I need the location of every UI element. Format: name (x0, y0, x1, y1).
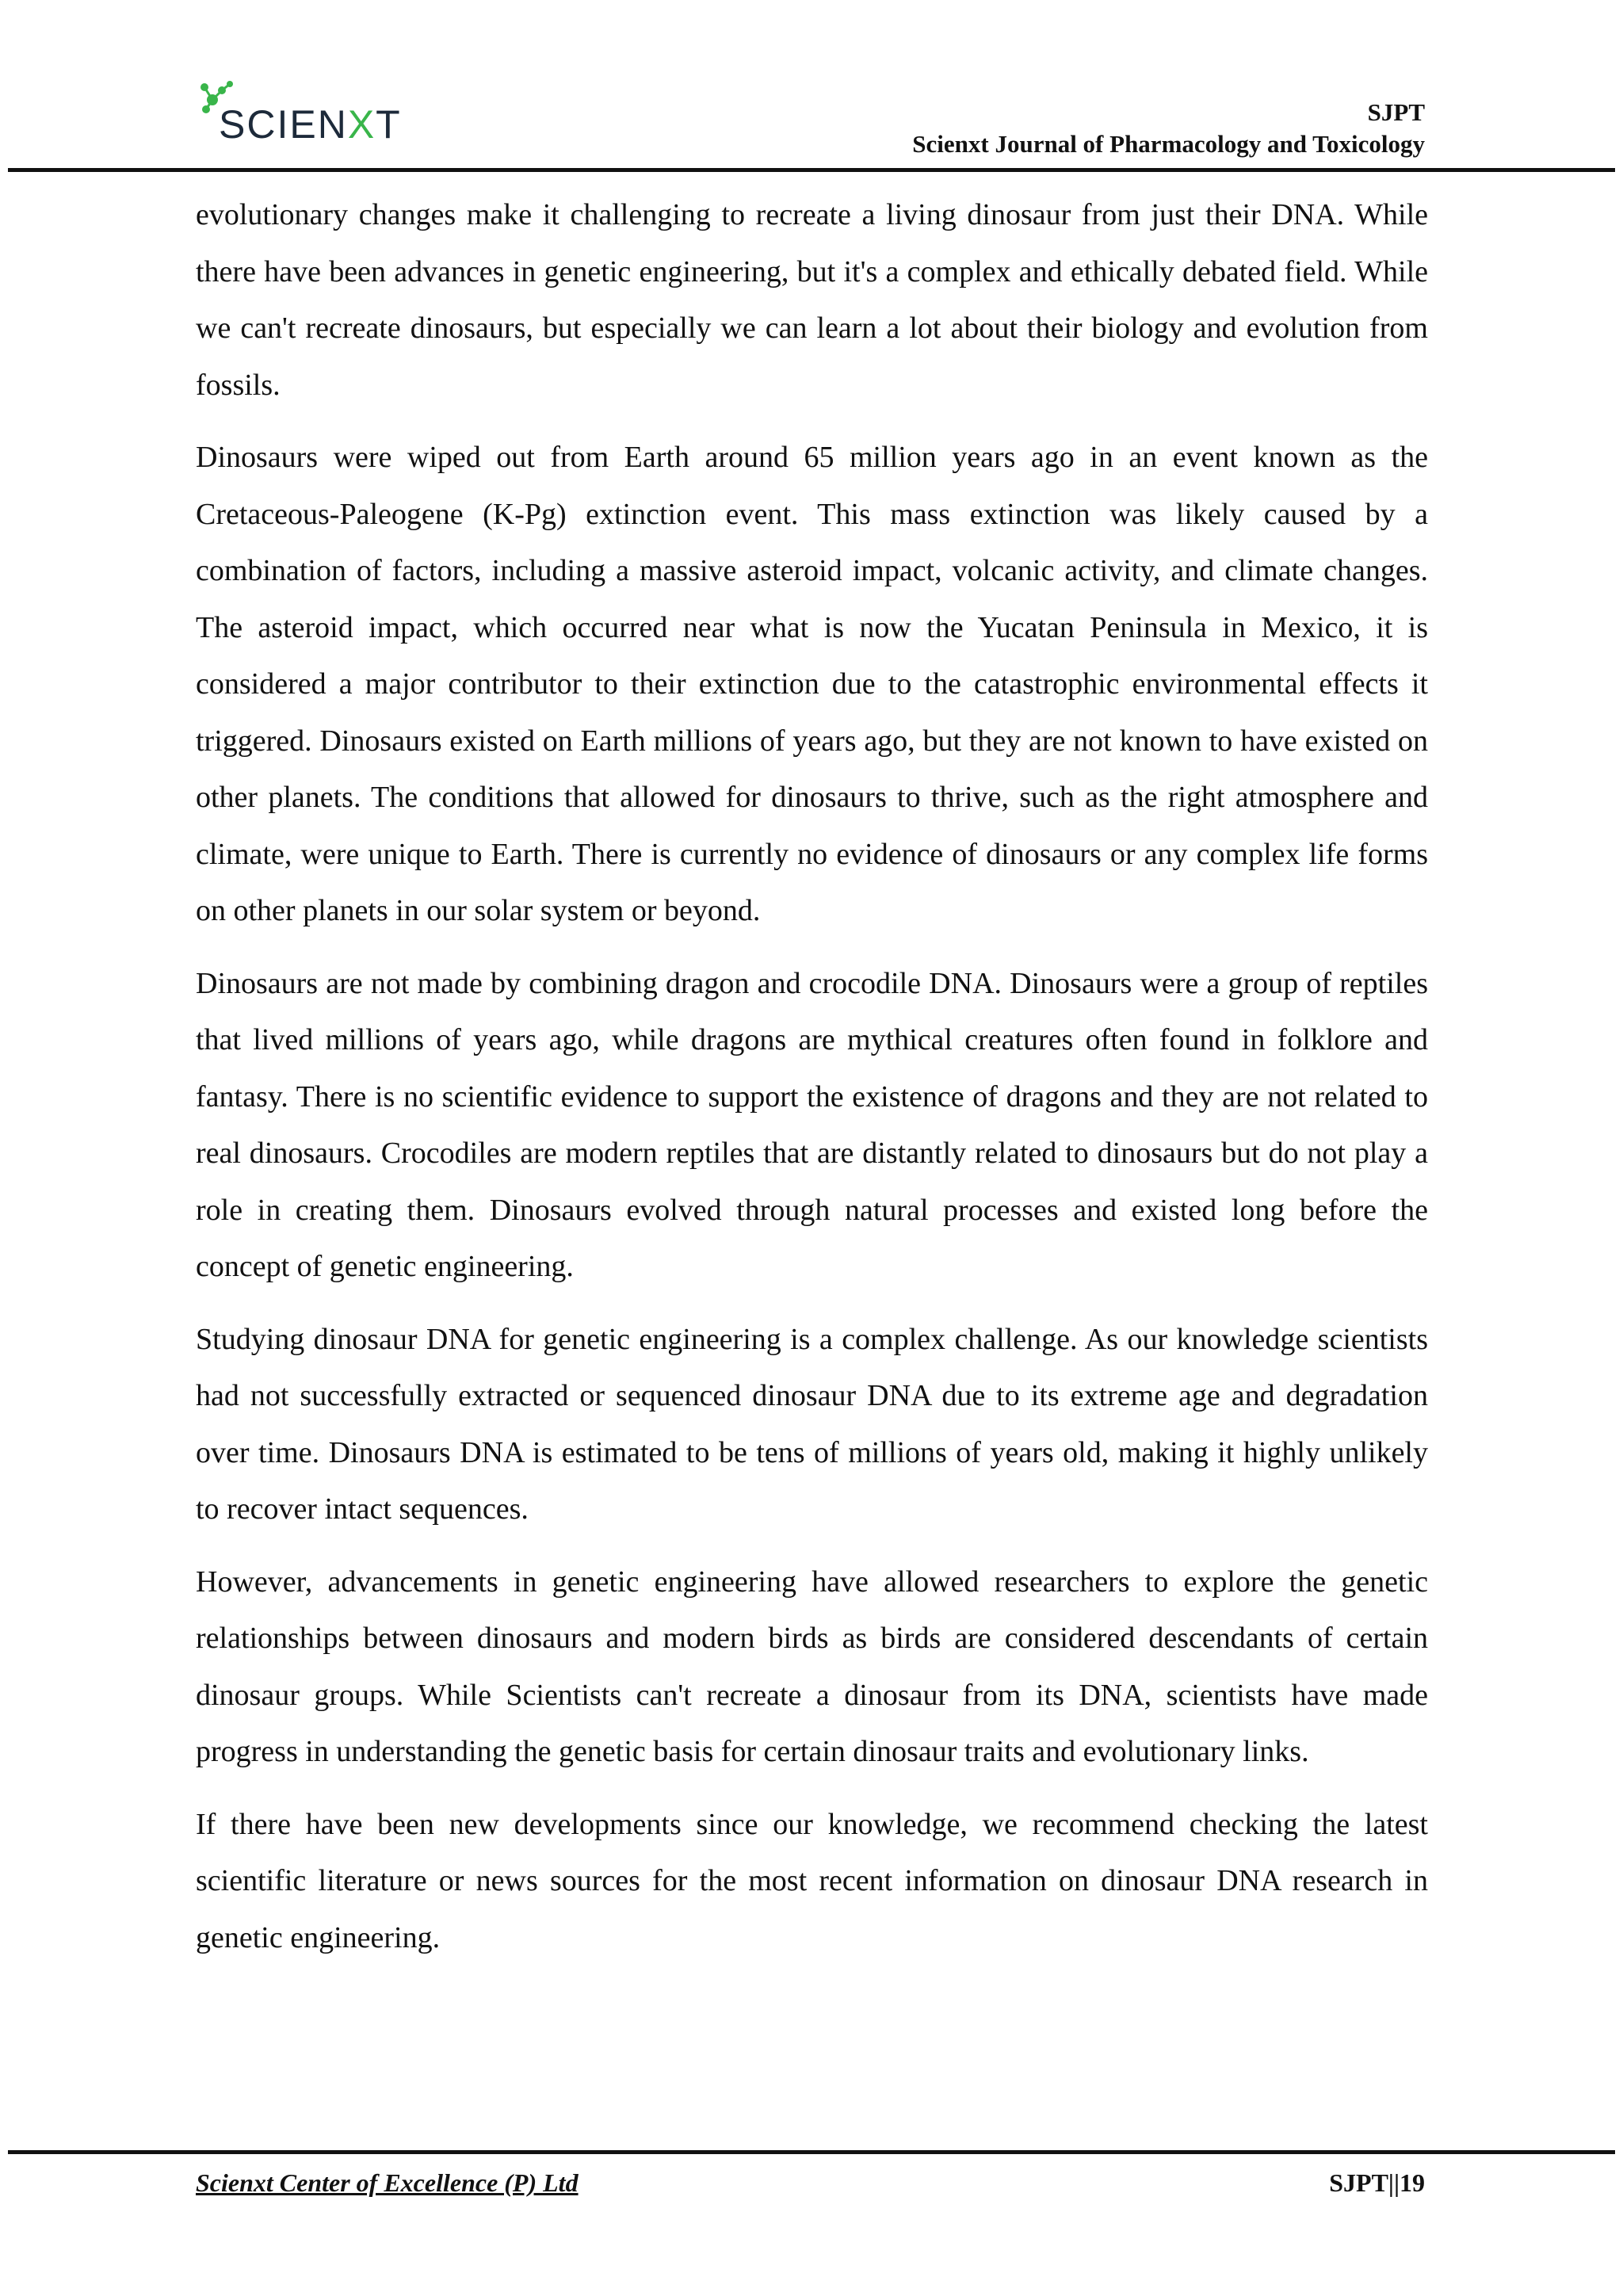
article-body (196, 187, 1428, 1982)
paragraph: Dinosaurs were wiped out from Earth around 65 million years ago in an event known as the Cretaceous-Paleogene (K-Pg) extinction event. This mass extinction was likely caused by a combination of factors, including a massive asteroid impact, volcanic activity, and climate changes. The asteroid impact, which occurred near what is now the Yucatan Peninsula in Mexico, it is considered a major contributor to their extinction due to the catastrophic environmental effects it triggered. Dinosaurs existed on Earth millions of years ago, but they are not known to have existed on other planets. The conditions that allowed for dinosaurs to thrive, such as the right atmosphere and climate, were unique to Earth. There is currently no evidence of dinosaurs or any complex life forms on other planets in our solar system or beyond. (196, 441, 1428, 927)
paragraph: Dinosaurs are not made by combining dragon and crocodile DNA. Dinosaurs were a group of reptiles that lived millions of years ago, while dragons are mythical creatures often found in folklore and fantasy. There is no scientific evidence to support the existence of dragons and they are not related to real dinosaurs. Crocodiles are modern reptiles that are distantly related to dinosaurs but do not play a role in creating them. Dinosaurs evolved through natural processes and existed long before the concept of genetic engineering. (196, 966, 1428, 1283)
footer-page-number: SJPT||19 (1329, 2168, 1425, 2197)
paragraph: If there have been new developments since our knowledge, we recommend checking the latest scientific literature or news sources for the most recent information on dinosaur DNA research in genetic engineering. (196, 1807, 1428, 1954)
journal-abbreviation: SJPT (1367, 98, 1425, 126)
logo-text-t: T (376, 102, 402, 147)
paragraph: However, advancements in genetic engineering have allowed researchers to explore the genetic relationships between dinosaurs and modern birds as birds are considered descendants of certain dinosaur groups. While Scientists can't recreate a dinosaur from its DNA, scientists have made progress in understanding the genetic basis for certain dinosaur traits and evolutionary links. (196, 1564, 1428, 1768)
molecule-logo-icon (198, 76, 420, 152)
footer-publisher: Scienxt Center of Excellence (P) Ltd (196, 2168, 579, 2197)
logo-text-x: X (347, 102, 376, 147)
paragraph: Studying dinosaur DNA for genetic engineering is a complex challenge. As our knowledge scientists had not successfully extracted or sequenced dinosaur DNA due to its extreme age and degradation over time. Dinosaurs DNA is estimated to be tens of millions of years old, making it highly unlikely to recover intact sequences. (196, 1322, 1428, 1526)
footer-divider (8, 2150, 1615, 2154)
scienxt-logo (198, 76, 420, 152)
page-header (0, 0, 1623, 174)
logo-text-scien: SCIEN (219, 102, 348, 147)
paragraph: evolutionary changes make it challenging to recreate a living dinosaur from just their DNA. While there have been advances in genetic engineering, but it's a complex and ethically debated field. While we can't recreate dinosaurs, but especially we can learn a lot about their biology and evolution from fossils. (196, 198, 1428, 402)
journal-info (912, 97, 1425, 160)
header-divider (8, 168, 1615, 172)
svg-text:SCIENXT (219, 102, 402, 147)
journal-name: Scienxt Journal of Pharmacology and Toxicology (912, 130, 1425, 158)
